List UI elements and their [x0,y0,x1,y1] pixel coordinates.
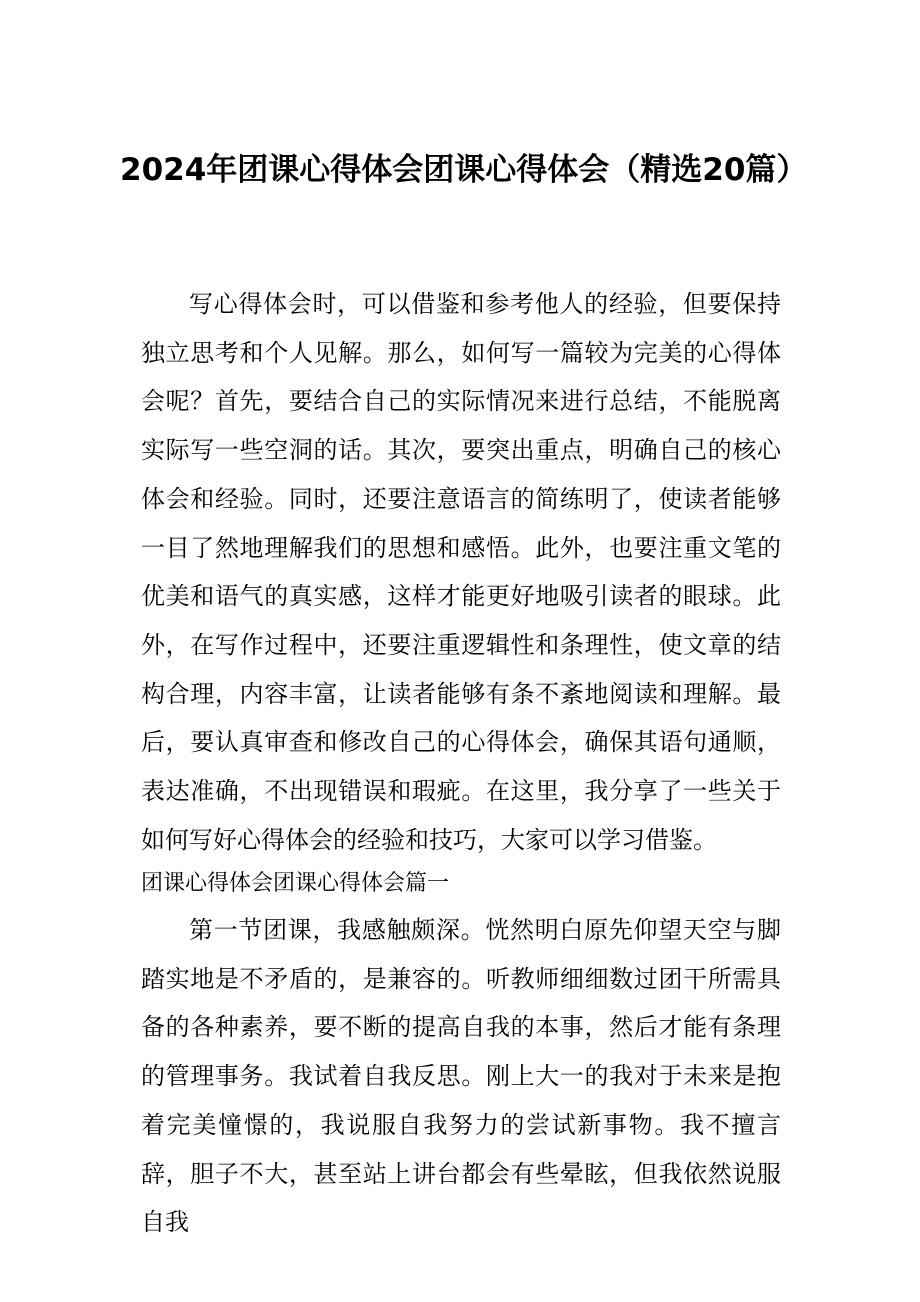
document-title: 2024年团课心得体会团课心得体会（精选20篇） [120,152,808,188]
section-heading: 团课心得体会团课心得体会篇一 [141,871,450,896]
intro-paragraph: 写心得体会时，可以借鉴和参考他人的经验，但要保持独立思考和个人见解。那么，如何写一篇较为完美的心得体会呢？首先，要结合自己的实际情况来进行总结，不能脱离实际写一些空洞的话。其次，要突出重点，明确自己的核心体会和经验。同时，还要注意语言的简练明了，使读者能够一目了然地理解我们的思想和感悟。此外，也要注重文笔的优美和语气的真实感，这样才能更好地吸引读者的眼球。此外，在写作过程中，还要注重逻辑性和条理性，使文章的结构合理，内容丰富，让读者能够有条不紊地阅读和理解。最后，要认真审查和修改自己的心得体会，确保其语句通顺，表达准确，不出现错误和瑕疵。在这里，我分享了一些关于如何写好心得体会的经验和技巧，大家可以学习借鉴。 [141,290,781,854]
section-paragraph: 第一节团课，我感触颇深。恍然明白原先仰望天空与脚踏实地是不矛盾的，是兼容的。听教师细细数过团干所需具备的各种素养，要不断的提高自我的本事，然后才能有条理的管理事务。我试着自我反思。刚上大一的我对于未来是抱着完美憧憬的，我说服自我努力的尝试新事物。我不擅言辞，胆子不大，甚至站上讲台都会有些晕眩，但我依然说服自我 [141,916,781,1237]
